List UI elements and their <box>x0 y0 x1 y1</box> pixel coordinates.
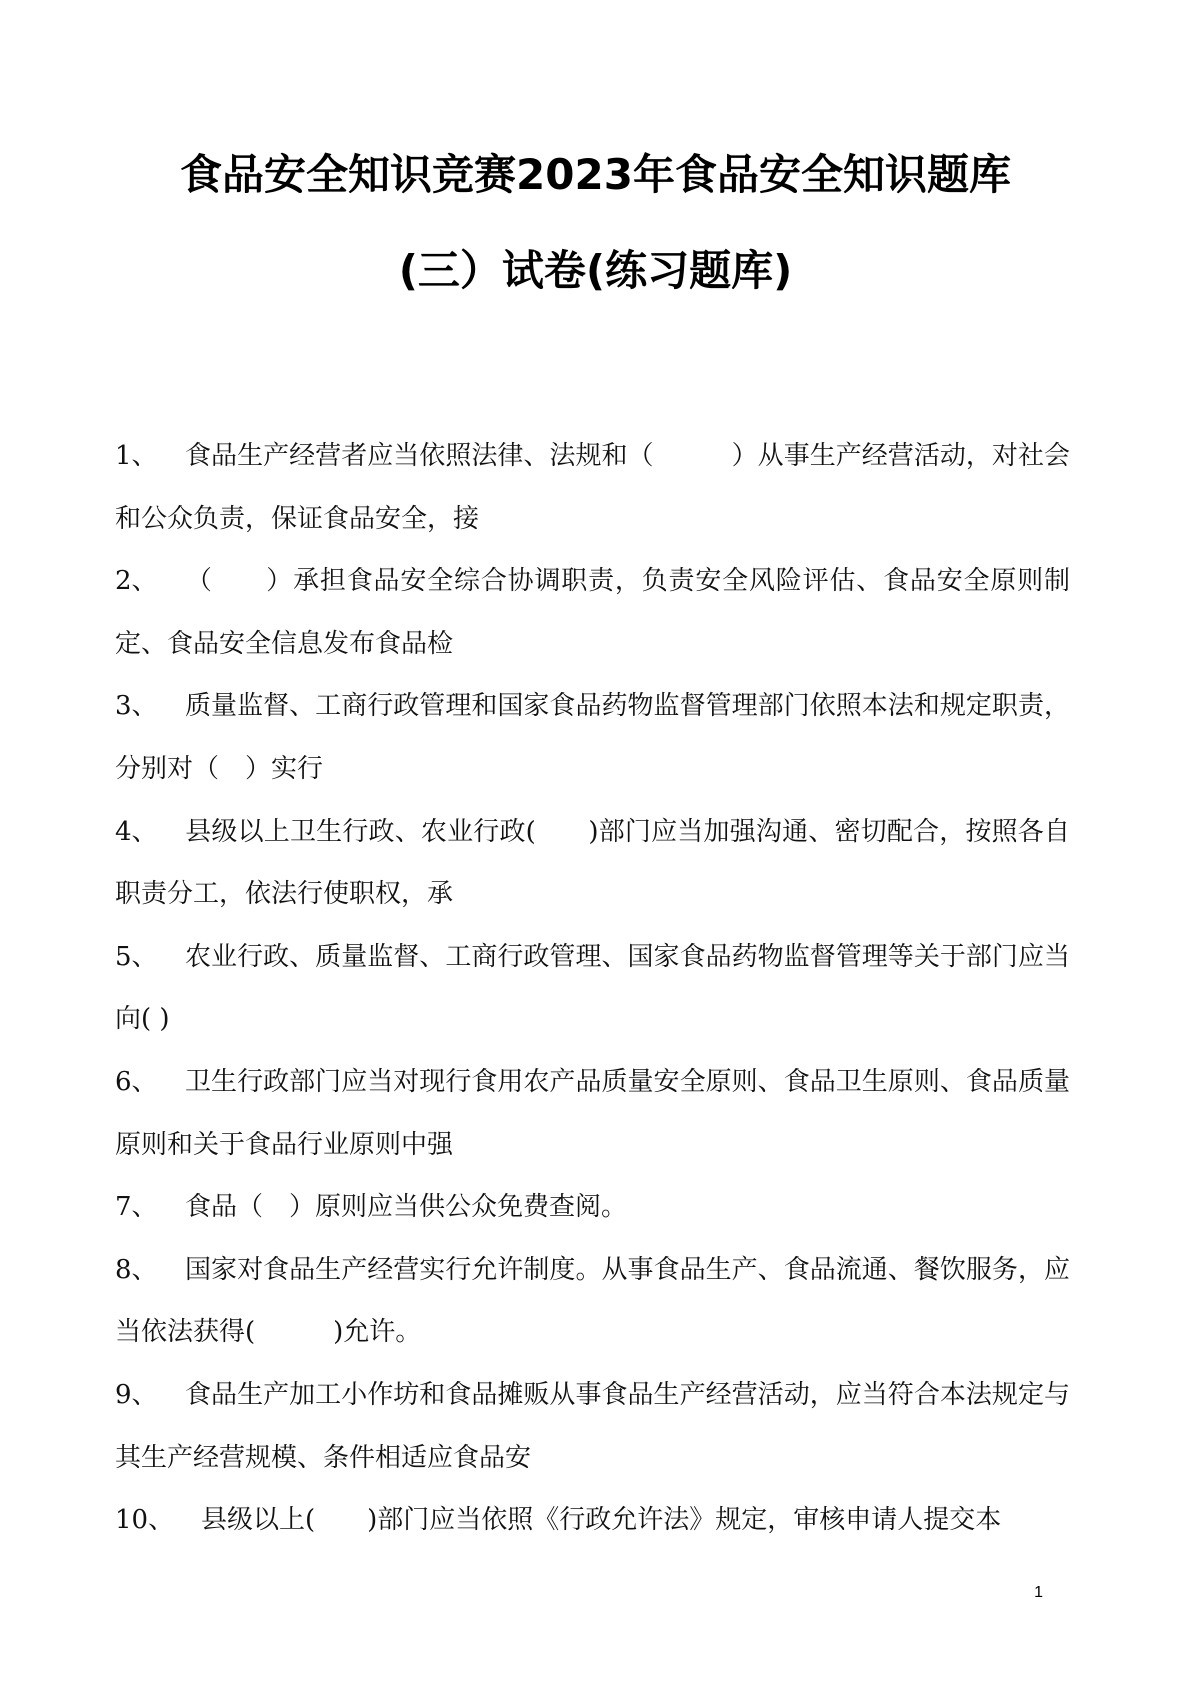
question-item <box>115 1239 1070 1364</box>
question-number: 9、 <box>115 1379 158 1410</box>
document-title-line-2: (三）试卷(练习题库) <box>398 246 793 295</box>
question-text: 县级以上卫生行政、农业行政( )部门应当加强沟通、密切配合，按照各自职责分工，依法行使职权，承 <box>115 816 1070 910</box>
question-text: （ ）承担食品安全综合协调职责，负责安全风险评估、食品安全原则制定、食品安全信息发布食品检 <box>115 566 1070 659</box>
question-text: 食品生产加工小作坊和食品摊贩从事食品生产经营活动，应当符合本法规定与其生产经营规模、条件相适应食品安 <box>115 1379 1070 1473</box>
question-number: 2、 <box>115 566 158 597</box>
question-number: 7、 <box>115 1192 158 1223</box>
question-item <box>115 1051 1070 1176</box>
question-item <box>115 926 1070 1051</box>
question-number: 1、 <box>115 441 158 471</box>
question-item <box>115 801 1070 926</box>
question-text: 国家对食品生产经营实行允许制度。从事食品生产、食品流通、餐饮服务，应当依法获得( )允许。 <box>115 1254 1070 1348</box>
document-title-line-1: 食品安全知识竞赛2023年食品安全知识题库 <box>180 150 1011 199</box>
question-item <box>115 550 1070 675</box>
question-text: 质量监督、工商行政管理和国家食品药物监督管理部门依照本法和规定职责，分别对（ ）实行 <box>115 691 1070 784</box>
question-text: 农业行政、质量监督、工商行政管理、国家食品药物监督管理等关于部门应当向( ) <box>115 941 1070 1035</box>
question-number: 3、 <box>115 691 158 722</box>
question-number: 4、 <box>115 816 158 847</box>
question-item <box>115 675 1070 800</box>
question-number: 10、 <box>115 1505 175 1536</box>
question-item <box>115 425 1070 550</box>
question-item <box>115 1364 1070 1489</box>
question-list <box>115 425 1070 1552</box>
question-text: 县级以上( )部门应当依照《行政允许法》规定，审核申请人提交本 <box>201 1505 1002 1536</box>
question-text: 食品生产经营者应当依照法律、法规和（ ）从事生产经营活动，对社会和公众负责，保证食品安全，接 <box>115 441 1070 534</box>
question-item <box>115 1176 1070 1239</box>
question-number: 8、 <box>115 1254 158 1285</box>
question-text: 食品（ ）原则应当供公众免费查阅。 <box>185 1192 628 1223</box>
question-number: 5、 <box>115 941 158 972</box>
question-number: 6、 <box>115 1066 158 1097</box>
question-text: 卫生行政部门应当对现行食用农产品质量安全原则、食品卫生原则、食品质量原则和关于食品行业原则中强 <box>115 1066 1070 1160</box>
page-number: 1 <box>1034 1584 1043 1601</box>
question-item <box>115 1489 1070 1552</box>
